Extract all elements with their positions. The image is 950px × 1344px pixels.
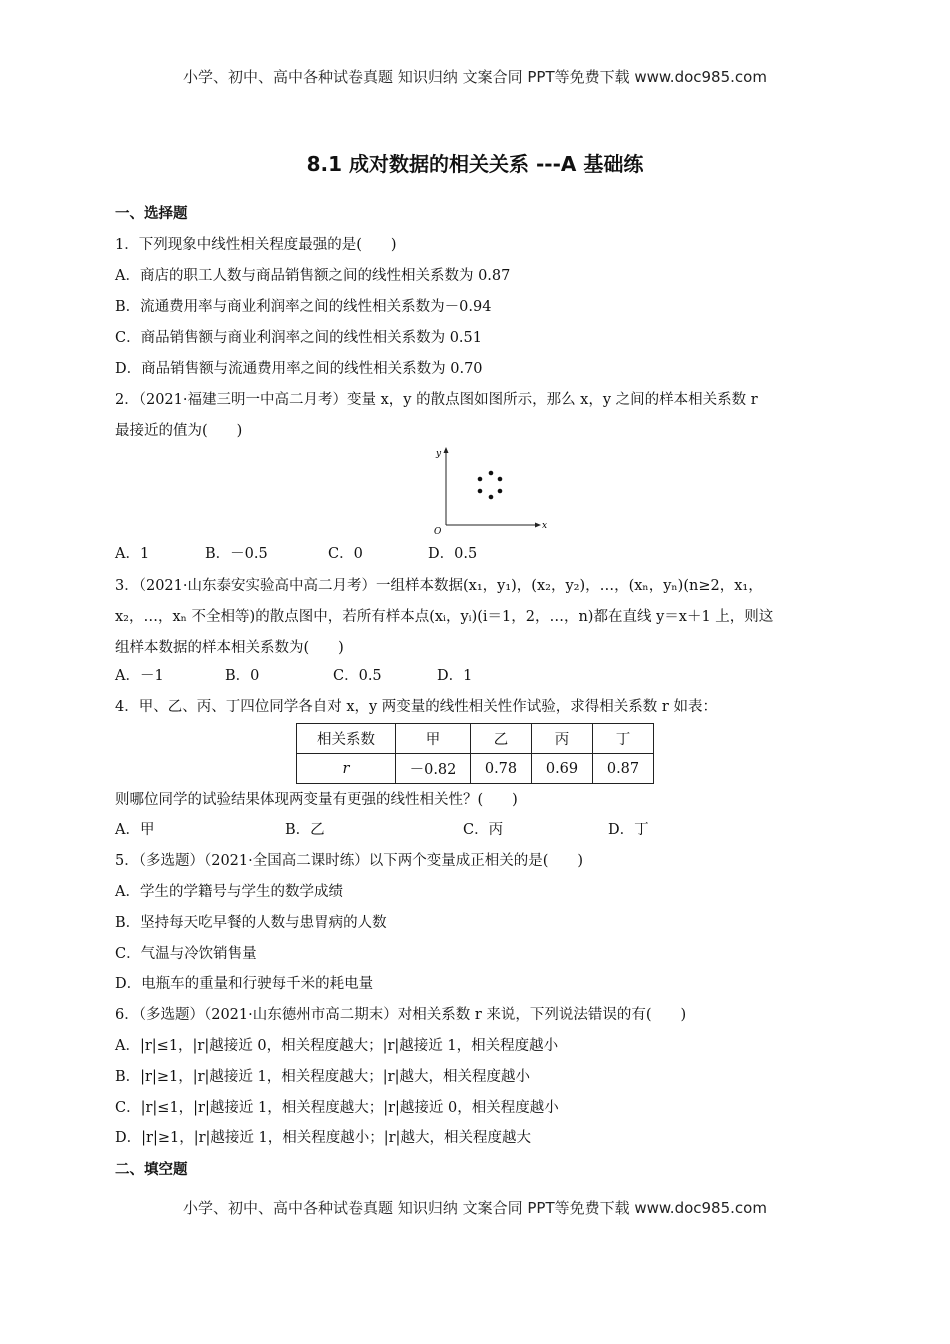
scatter-plot xyxy=(425,445,555,537)
q4-stem: 4．甲、乙、丙、丁四位同学各自对 x，y 两变量的线性相关性作试验，求得相关系数 r 如表： xyxy=(115,699,717,715)
q1-option-a: A．商店的职工人数与商品销售额之间的线性相关系数为 0.87 xyxy=(115,268,511,284)
q2-stem-line1: 2．（2021·福建三明一中高二月考）变量 x，y 的散点图如图所示，那么 x，y 之间的样本相关系数 r xyxy=(115,392,758,408)
q2-option-a: A．1 xyxy=(115,546,150,562)
q5-option-b: B．坚持每天吃早餐的人数与患胃病的人数 xyxy=(115,915,387,931)
scatter-point xyxy=(498,489,503,494)
scatter-point xyxy=(498,477,503,482)
origin-label: O xyxy=(434,527,442,537)
q4-option-c: C．丙 xyxy=(463,822,504,838)
q3-stem-line2: x₂，…，xₙ 不全相等)的散点图中，若所有样本点(xᵢ，yᵢ)(i＝1，2，…，n)都在直线 y＝x＋1 上，则这 xyxy=(115,609,774,625)
table-header-cell: 丙 xyxy=(532,724,593,754)
q4-option-d: D．丁 xyxy=(608,822,649,838)
table-cell: －0.82 xyxy=(396,754,471,784)
q3-stem-line3: 组样本数据的样本相关系数为( ) xyxy=(115,640,344,656)
q1-stem: 1．下列现象中线性相关程度最强的是( ) xyxy=(115,237,397,253)
scatter-point xyxy=(478,477,483,482)
page-title: 8.1 成对数据的相关关系 ---A 基础练 xyxy=(306,152,644,176)
table-header-cell: 丁 xyxy=(593,724,654,754)
x-axis-arrow xyxy=(535,523,541,528)
table-row xyxy=(297,754,654,784)
q3-option-d: D．1 xyxy=(437,668,473,684)
footer-banner: 小学、初中、高中各种试卷真题 知识归纳 文案合同 PPT等免费下载 www.doc985.com xyxy=(183,1199,767,1217)
q5-stem: 5．（多选题）（2021·全国高二课时练）以下两个变量成正相关的是( ) xyxy=(115,853,584,869)
header-banner: 小学、初中、高中各种试卷真题 知识归纳 文案合同 PPT等免费下载 www.doc985.com xyxy=(183,68,767,86)
y-axis-arrow xyxy=(444,447,449,453)
table-header-row xyxy=(297,724,654,754)
q5-option-a: A．学生的学籍号与学生的数学成绩 xyxy=(115,884,343,900)
q2-stem-line2: 最接近的值为( ) xyxy=(115,423,243,439)
table-cell: 0.69 xyxy=(532,754,593,784)
section-heading-fill: 二、填空题 xyxy=(115,1162,188,1178)
table-header-cell: 相关系数 xyxy=(297,724,396,754)
q2-option-c: C．0 xyxy=(328,546,363,562)
table-header-cell: 乙 xyxy=(471,724,532,754)
table-cell: r xyxy=(297,754,396,784)
q4-option-b: B．乙 xyxy=(285,822,325,838)
scatter-point xyxy=(489,471,494,476)
q3-option-c: C．0.5 xyxy=(333,668,382,684)
q3-stem-line1: 3．（2021·山东泰安实验高中高二月考）一组样本数据(x₁，y₁)，(x₂，y₂)，…，(xₙ，yₙ)(n≥2，x₁， xyxy=(115,578,763,594)
y-axis-label: y xyxy=(436,449,442,459)
scatter-point xyxy=(478,489,483,494)
q1-option-b: B．流通费用率与商业利润率之间的线性相关系数为－0.94 xyxy=(115,299,492,315)
q5-option-c: C．气温与冷饮销售量 xyxy=(115,946,257,962)
q2-option-b: B．－0.5 xyxy=(205,546,268,562)
x-axis-label: x xyxy=(542,521,548,531)
table-header-cell: 甲 xyxy=(396,724,471,754)
q6-option-c: C．|r|≤1，|r|越接近 1，相关程度越大；|r|越接近 0，相关程度越小 xyxy=(115,1100,559,1116)
q6-option-b: B．|r|≥1，|r|越接近 1，相关程度越大；|r|越大，相关程度越小 xyxy=(115,1069,530,1085)
q2-option-d: D．0.5 xyxy=(428,546,478,562)
q6-option-a: A．|r|≤1，|r|越接近 0，相关程度越大；|r|越接近 1，相关程度越小 xyxy=(115,1038,559,1054)
section-heading-choice: 一、选择题 xyxy=(115,206,188,222)
q6-stem: 6．（多选题）（2021·山东德州市高二期末）对相关系数 r 来说，下列说法错误的有( ) xyxy=(115,1007,687,1023)
correlation-table xyxy=(296,723,654,784)
q4-option-a: A．甲 xyxy=(115,822,155,838)
table-cell: 0.78 xyxy=(471,754,532,784)
q6-option-d: D．|r|≥1，|r|越接近 1，相关程度越小；|r|越大，相关程度越大 xyxy=(115,1130,531,1146)
q1-option-c: C．商品销售额与商业利润率之间的线性相关系数为 0.51 xyxy=(115,330,482,346)
q5-option-d: D．电瓶车的重量和行驶每千米的耗电量 xyxy=(115,976,374,992)
q3-option-b: B．0 xyxy=(225,668,260,684)
q3-option-a: A．－1 xyxy=(115,668,164,684)
q1-option-d: D．商品销售额与流通费用率之间的线性相关系数为 0.70 xyxy=(115,361,483,377)
scatter-point xyxy=(489,495,494,500)
q4-question: 则哪位同学的试验结果体现两变量有更强的线性相关性？( ) xyxy=(115,792,518,808)
table-cell: 0.87 xyxy=(593,754,654,784)
